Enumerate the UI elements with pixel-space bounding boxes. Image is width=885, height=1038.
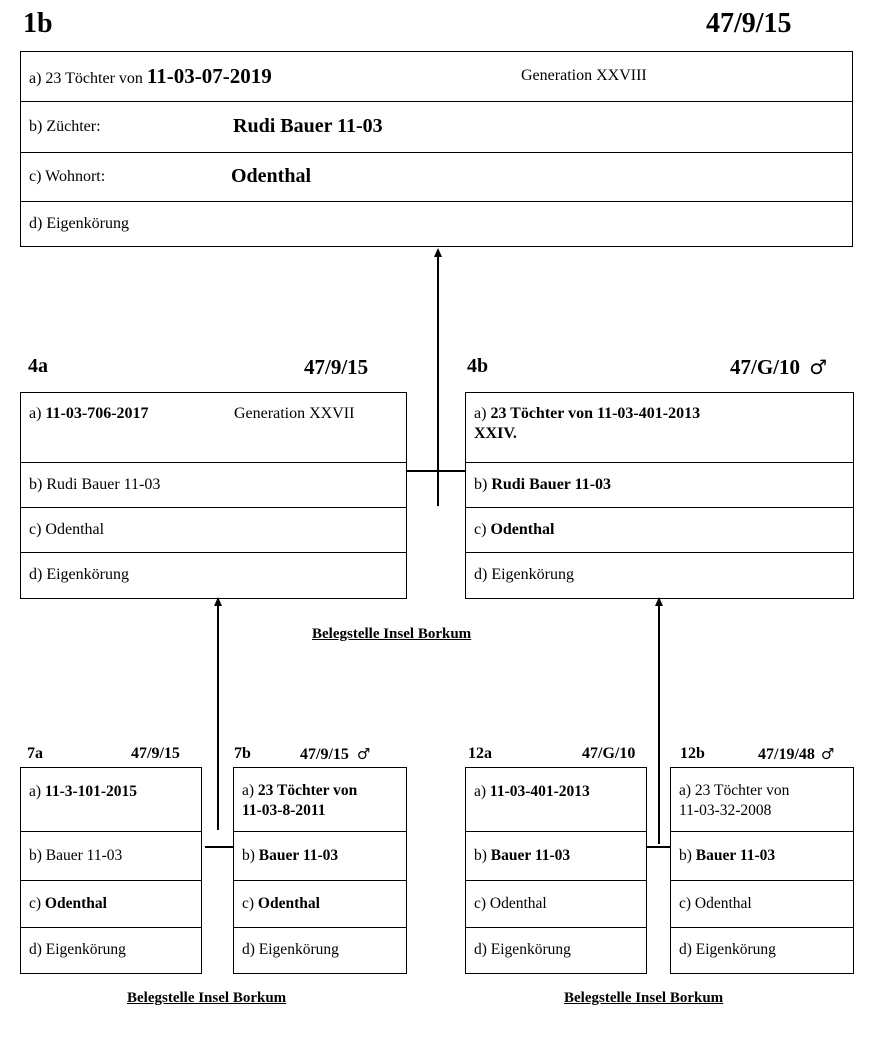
box-12b-id: 12b [680,745,705,762]
mid-left-row-a [21,393,406,463]
box-7a-c-value: Odenthal [44,895,107,912]
box-12a-b-value: Bauer 11-03 [490,847,571,864]
top-c-value: Odenthal [231,165,312,187]
box-7a-d-text: d) Eigenkörung [29,941,126,958]
box-12b-b-prefix: b) [679,847,692,864]
box-12b-code [758,745,834,764]
male-icon: ♂ [356,745,371,763]
mid-left-id: 4a [28,355,48,377]
top-a-value: 11-03-07-2019 [146,64,272,88]
male-icon: ♂ [809,355,828,379]
connector-right-vertical [658,606,660,844]
box-7b-id: 7b [234,745,251,762]
box-7b-b-value: Bauer 11-03 [258,847,339,864]
top-code: 47/9/15 [706,8,792,39]
top-row-c [21,153,852,202]
box-12a-id: 12a [468,745,492,762]
top-generation: Generation XXVIII [521,67,647,84]
box-12a-c-text: c) Odenthal [474,895,547,912]
caption-mid: Belegstelle Insel Borkum [312,626,472,642]
mid-right-a-prefix: a) [474,405,487,422]
box-7a-code: 47/9/15 [131,745,180,762]
box-7b-row-a [234,768,406,832]
top-row-b [21,102,852,153]
mid-left-card [20,392,407,599]
mid-left-generation: Generation XXVII [234,405,355,422]
box-12a-card [465,767,647,974]
box-7a-row-d [21,928,201,972]
box-7a-a-prefix: a) [29,783,42,800]
box-7a-row-b [21,832,201,881]
box-12b-b-value: Bauer 11-03 [695,847,776,864]
connector-right-arrowhead [655,597,663,606]
mid-right-d-text: d) Eigenkörung [474,566,574,583]
mid-left-row-b [21,463,406,508]
top-a-prefix: a) 23 Töchter von [29,70,143,87]
top-row-d [21,202,852,245]
connector-top-vertical [437,256,439,506]
box-7a-row-c [21,881,201,928]
top-d-text: d) Eigenkörung [29,215,129,232]
mid-left-b-text: b) Rudi Bauer 11-03 [29,476,161,493]
top-id: 1b [23,8,53,39]
mid-right-card [465,392,854,599]
box-12a-code: 47/G/10 [582,745,636,762]
mid-right-row-a [466,393,853,463]
mid-right-b-prefix: b) [474,476,488,493]
box-7b-code [300,745,370,764]
box-12a-d-text: d) Eigenkörung [474,941,571,958]
box-12a-b-prefix: b) [474,847,487,864]
top-card [20,51,853,247]
box-12b-code-text: 47/19/48 [758,746,815,763]
connector-left-horizontal [205,846,233,848]
connector-top-arrowhead [434,248,442,257]
box-12b-a-line1: a) 23 Töchter von [679,782,790,799]
top-row-a [21,52,852,102]
box-12a-a-prefix: a) [474,783,487,800]
mid-left-row-d [21,553,406,597]
mid-right-c-prefix: c) [474,521,487,538]
mid-left-a-value: 11-03-706-2017 [45,405,149,422]
mid-right-a-line2: XXIV. [474,425,517,442]
box-12a-row-d [466,928,646,972]
box-12b-row-d [671,928,853,972]
box-7a-row-a [21,768,201,832]
box-12b-row-a [671,768,853,832]
mid-right-code [730,355,827,380]
box-12a-row-b [466,832,646,881]
box-7a-c-prefix: c) [29,895,42,912]
box-7b-a-line1: 23 Töchter von [257,782,358,799]
box-7b-row-d [234,928,406,972]
box-7b-b-prefix: b) [242,847,255,864]
box-12b-row-c [671,881,853,928]
box-12a-row-c [466,881,646,928]
mid-right-row-c [466,508,853,553]
mid-right-a-line1: 23 Töchter von 11-03-401-2013 [490,405,701,422]
connector-mid-horizontal [407,470,465,472]
box-7b-card [233,767,407,974]
connector-left-vertical [217,606,219,830]
top-c-label: c) Wohnort: [29,168,106,185]
box-12b-row-b [671,832,853,881]
box-7b-row-c [234,881,406,928]
mid-right-row-b [466,463,853,508]
mid-left-code: 47/9/15 [304,355,369,379]
box-7a-id: 7a [27,745,43,762]
male-icon: ♂ [820,745,835,763]
box-12b-card [670,767,854,974]
box-7b-a-line2: 11-03-8-2011 [242,802,326,819]
box-12b-d-text: d) Eigenkörung [679,941,776,958]
mid-left-row-c [21,508,406,553]
box-7b-c-prefix: c) [242,895,255,912]
box-7b-c-value: Odenthal [257,895,320,912]
box-7b-code-text: 47/9/15 [300,746,349,763]
caption-bottom-left: Belegstelle Insel Borkum [127,990,287,1006]
connector-right-horizontal [647,846,671,848]
box-12b-c-text: c) Odenthal [679,895,752,912]
box-7b-row-b [234,832,406,881]
mid-left-d-text: d) Eigenkörung [29,566,129,583]
box-12a-a-value: 11-03-401-2013 [489,783,590,800]
box-7b-a-prefix: a) [242,782,255,799]
mid-left-c-text: c) Odenthal [29,521,105,538]
mid-right-row-d [466,553,853,597]
caption-bottom-right: Belegstelle Insel Borkum [564,990,724,1006]
top-b-value: Rudi Bauer 11-03 [233,115,383,137]
mid-right-b-value: Rudi Bauer 11-03 [491,476,612,493]
box-7a-card [20,767,202,974]
box-7a-b-text: b) Bauer 11-03 [29,847,123,864]
top-b-label: b) Züchter: [29,118,101,135]
mid-right-c-value: Odenthal [490,521,555,538]
box-7b-d-text: d) Eigenkörung [242,941,339,958]
box-12a-row-a [466,768,646,832]
mid-left-a-prefix: a) [29,405,42,422]
connector-left-arrowhead [214,597,222,606]
mid-right-id: 4b [467,355,489,377]
mid-right-code-text: 47/G/10 [730,355,801,379]
box-7a-a-value: 11-3-101-2015 [44,783,138,800]
box-12b-a-line2: 11-03-32-2008 [679,802,772,819]
